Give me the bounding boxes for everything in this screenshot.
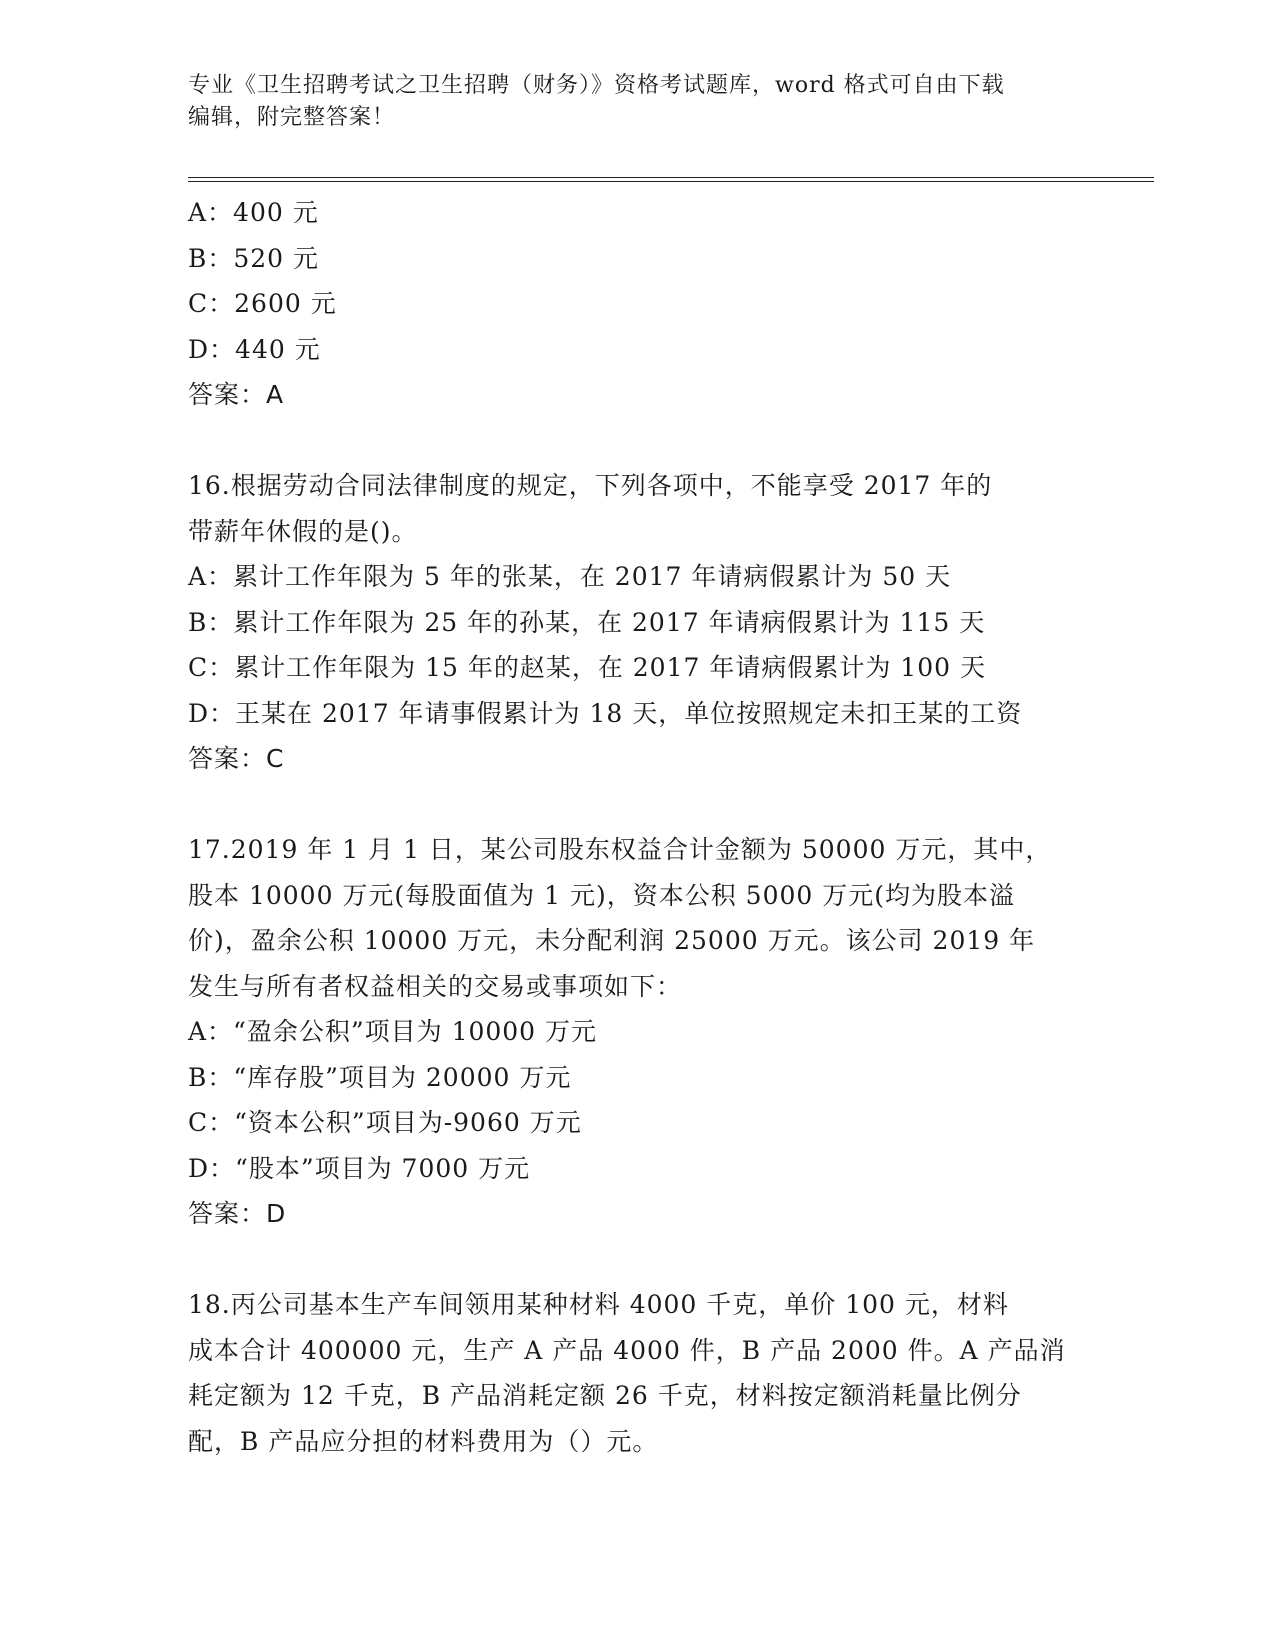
option-a: A：“盈余公积”项目为 10000 万元 <box>188 1017 598 1046</box>
answer: 答案：C <box>188 744 285 773</box>
spacer <box>188 782 1088 828</box>
header-line-2: 编辑，附完整答案！ <box>188 105 396 130</box>
answer: 答案：A <box>188 380 285 409</box>
question-17 <box>188 827 1088 1237</box>
question-16 <box>188 463 1088 782</box>
option-c: C：2600 元 <box>188 289 337 318</box>
question-stem-line: 耗定额为 12 千克，B 产品消耗定额 26 千克，材料按定额消耗量比例分 <box>188 1381 1022 1410</box>
question-stem-line: 股本 10000 万元(每股面值为 1 元)，资本公积 5000 万元(均为股本溢 <box>188 880 1016 910</box>
question-stem-line: 发生与所有者权益相关的交易或事项如下： <box>188 971 683 1001</box>
question-stem-line: 带薪年休假的是()。 <box>188 516 418 546</box>
question-stem-line: 价)，盈余公积 10000 万元，未分配利润 25000 万元。该公司 2019 年 <box>188 926 1036 955</box>
question-stem-line: 成本合计 400000 元，生产 A 产品 4000 件，B 产品 2000 件。A 产品消 <box>188 1335 1066 1365</box>
option-b: B：累计工作年限为 25 年的孙某，在 2017 年请病假累计为 115 天 <box>188 607 986 637</box>
option-d: D：“股本”项目为 7000 万元 <box>188 1153 531 1183</box>
answer: 答案：D <box>188 1199 287 1228</box>
page-header <box>188 70 1088 134</box>
option-b: B：520 元 <box>188 243 320 273</box>
option-d: D：王某在 2017 年请事假累计为 18 天，单位按照规定未扣王某的工资 <box>188 698 1023 728</box>
question-stem-line: 配，B 产品应分担的材料费用为（）元。 <box>188 1426 659 1456</box>
option-d: D：440 元 <box>188 334 321 364</box>
document-body <box>188 190 1088 1464</box>
option-c: C：“资本公积”项目为-9060 万元 <box>188 1108 582 1137</box>
header-divider-bottom <box>188 181 1154 182</box>
header-line-1: 专业《卫生招聘考试之卫生招聘（财务）》资格考试题库，word 格式可自由下载 <box>188 73 1005 98</box>
option-b: B：“库存股”项目为 20000 万元 <box>188 1062 572 1092</box>
question-18 <box>188 1282 1088 1464</box>
option-a: A：累计工作年限为 5 年的张某，在 2017 年请病假累计为 50 天 <box>188 562 952 591</box>
question-stem-line: 16.根据劳动合同法律制度的规定，下列各项中，不能享受 2017 年的 <box>188 471 993 500</box>
spacer <box>188 418 1088 464</box>
option-c: C：累计工作年限为 15 年的赵某，在 2017 年请病假累计为 100 天 <box>188 653 986 682</box>
question-15 <box>188 190 1088 418</box>
header-divider-top <box>188 177 1154 178</box>
question-stem-line: 17.2019 年 1 月 1 日，某公司股东权益合计金额为 50000 万元，其中， <box>188 835 1052 864</box>
question-stem-line: 18.丙公司基本生产车间领用某种材料 4000 千克，单价 100 元，材料 <box>188 1290 1009 1319</box>
spacer <box>188 1237 1088 1283</box>
option-a: A：400 元 <box>188 198 319 227</box>
